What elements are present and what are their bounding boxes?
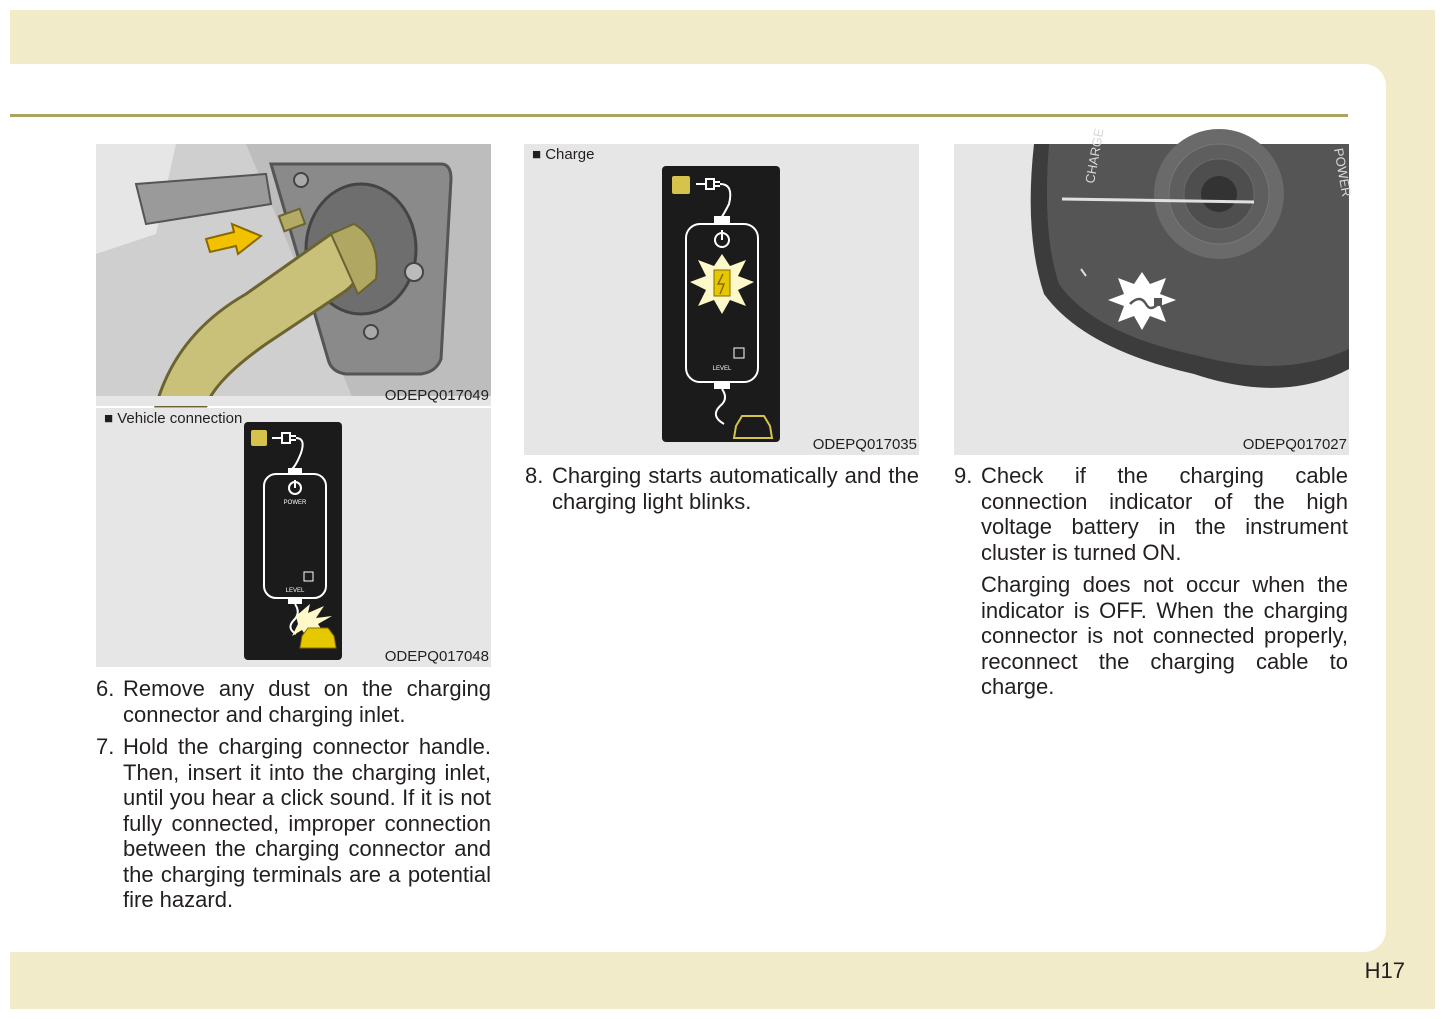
step-number: 7. — [96, 734, 115, 759]
charge-panel — [524, 144, 919, 455]
figure-code: ODEPQ017049 — [384, 387, 489, 404]
column-3-text — [954, 463, 1348, 700]
page-number: H17 — [1364, 958, 1405, 983]
step-text: Charging starts automatically and the charging light blinks. — [552, 463, 919, 514]
step-9 — [954, 463, 1348, 565]
figure-code: ODEPQ017048 — [384, 648, 489, 665]
step-number: 9. — [954, 463, 973, 488]
column-1-text — [96, 676, 491, 920]
step-7 — [96, 734, 491, 913]
power-gauge-label: POWER — [1331, 146, 1355, 198]
step-number: 8. — [525, 463, 544, 488]
figure-vehicle-inlet — [96, 144, 491, 406]
level-label: LEVEL — [285, 588, 305, 594]
step-text: Check if the charging cable connection indicator of the high voltage battery in the instrument cluster is turned ON. — [981, 463, 1348, 565]
figure-charge — [524, 144, 919, 455]
step-text: Remove any dust on the charging connector and charging inlet. — [123, 676, 491, 727]
step-8 — [525, 463, 919, 514]
step-6 — [96, 676, 491, 727]
figure-code: ODEPQ017027 — [1242, 436, 1347, 453]
step-text: Hold the charging connector handle. Then, insert it into the charging inlet, until you hear a click sound. If it is not fully connected, improper connection between the charging connector and the charging terminals are a potential fire hazard. — [123, 734, 491, 912]
figure-caption: ■ Charge — [532, 146, 595, 163]
instrument-cluster-illustration — [954, 127, 1355, 455]
figure-caption: ■ Vehicle connection — [104, 410, 243, 427]
power-label: POWER — [283, 500, 307, 506]
charge-gauge-label: CHARGE — [1082, 127, 1107, 185]
figure-code: ODEPQ017035 — [812, 436, 917, 453]
vehicle-connection-panel — [96, 408, 491, 667]
header-rule — [10, 114, 1348, 117]
figure-cluster — [954, 127, 1355, 455]
step-number: 6. — [96, 676, 115, 701]
column-2-text — [525, 463, 919, 521]
figure-vehicle-connection — [96, 408, 491, 667]
level-label: LEVEL — [712, 366, 732, 372]
charging-inlet-illustration — [96, 144, 491, 406]
step-9-note: Charging does not occur when the indicator is OFF. When the charging connector is not connected properly, reconnect the charging cable to charge. — [981, 572, 1348, 699]
